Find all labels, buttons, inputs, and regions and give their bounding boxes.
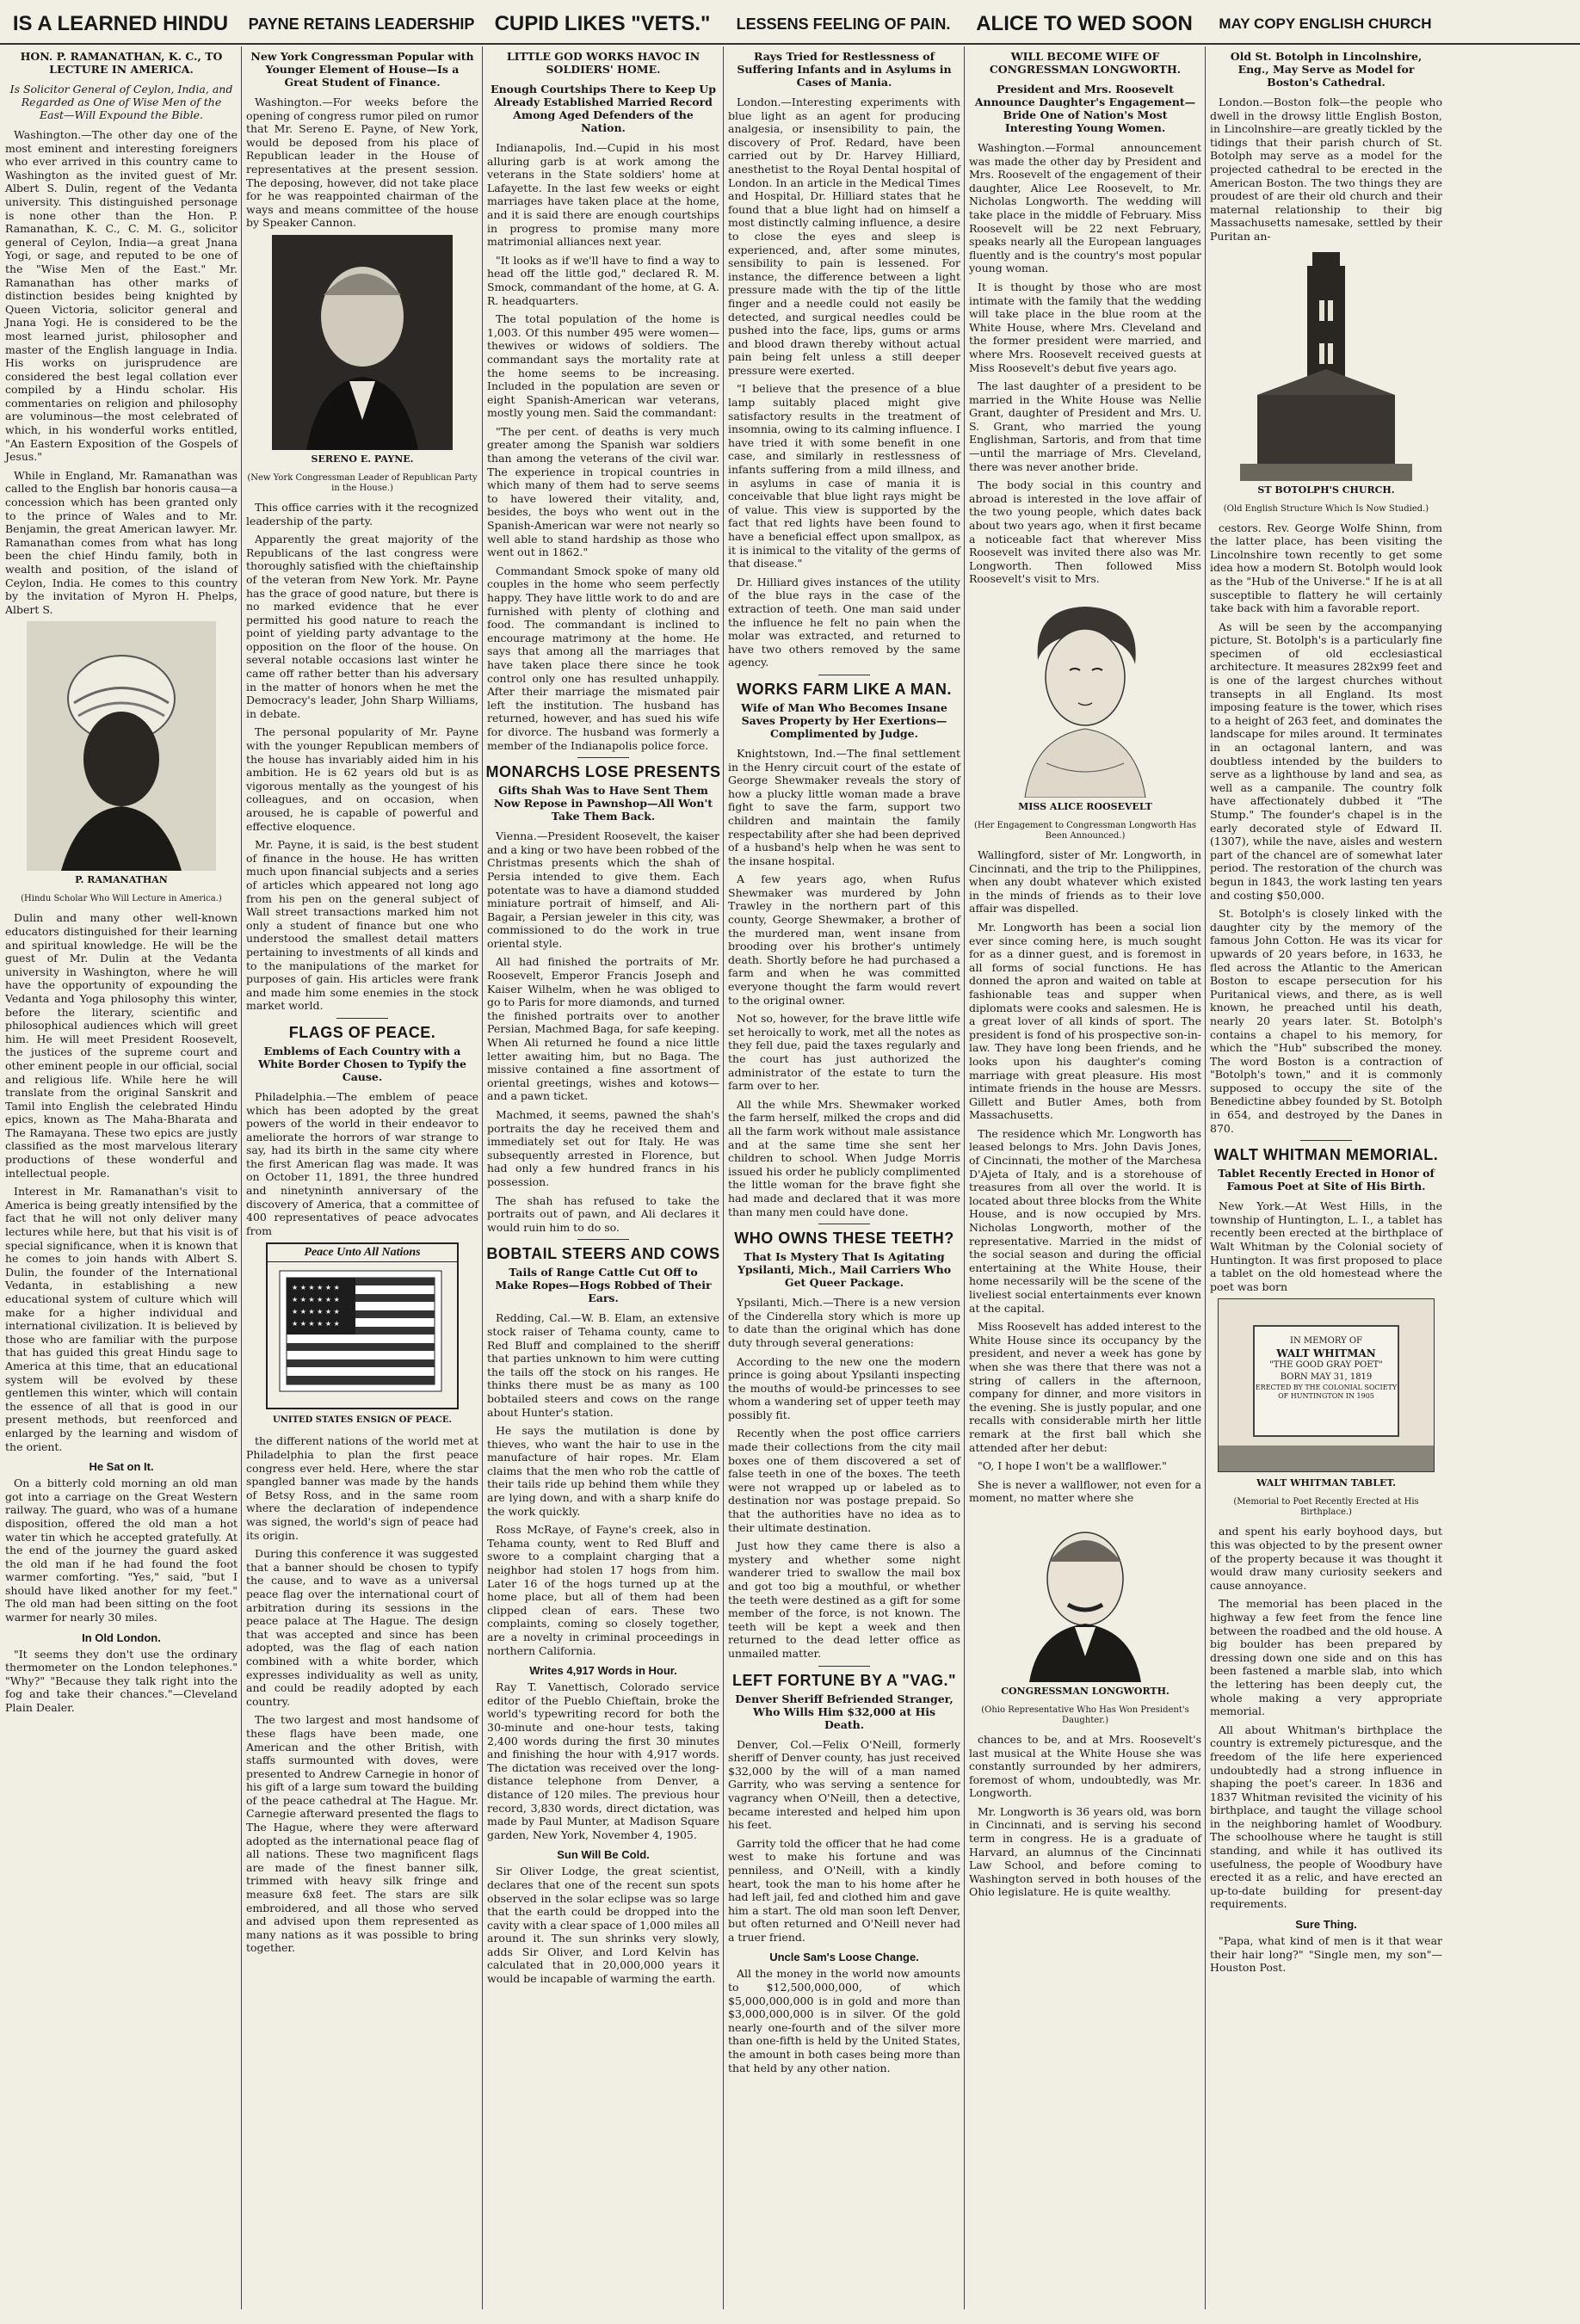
article-paragraph: New York.—At West Hills, in the township of Huntington, L. I., a tablet has recently been erected at the birthplace of Walt Whitman by the Colonial society of Huntington. It was first proposed to place a tablet on the old homestead where the poet was born	[1210, 1199, 1442, 1293]
deck-payne: New York Congressman Popular with Younger Element of House—Is a Great Student of Finance.	[250, 50, 474, 89]
article-paragraph: Dulin and many other well-known educators distinguished for their learning and spiritual knowledge. He will be the guest of Mr. Dulin at the Vedanta university in Washington, where he will have the opportunity of expounding the Vedanta and Yoga philosophy this winter, before the literary, scientific and philosophical audiences which will greet him. He will meet President Roosevelt, the justices of the supreme court and other eminent people in our official, social and religious life. While here he will translate from the original Sanskrit and Tamil into English the celebrated Hindu epics, known as The Maha-Bharata and The Ramayana. These two epics are justly classified as the most marvelous literary productions of these wonderful and intellectual people.	[5, 911, 238, 1180]
subhead-sat-on-it: He Sat on It.	[89, 1460, 154, 1474]
deck-monarchs: Gifts Shah Was to Have Sent Them Now Repose in Pawnshop—All Won't Take Them Back.	[493, 784, 713, 823]
article-paragraph: Ypsilanti, Mich.—There is a new version of the Cinderella story which is more up to date than the original which has done duty through several generations:	[728, 1296, 960, 1349]
article-paragraph: The memorial has been placed in the highway a few feet from the fence line between the roadbed and the old house. A big boulder has been prepared by dressing down one side and on this has been fastened a marble slab, into which the lettering has been deeply cut, the whole making a very appropriate memorial.	[1210, 1597, 1442, 1718]
caption2-church: (Old English Structure Which Is Now Studied.)	[1223, 503, 1429, 514]
deck-whitman: Tablet Recently Erected in Honor of Famous Poet at Site of His Birth.	[1218, 1167, 1435, 1193]
tablet-plaque	[1253, 1325, 1399, 1437]
deck2-hindu: Is Solicitor General of Ceylon, India, and Regarded as One of Wise Men of the East—Will Expound the Bible.	[9, 83, 233, 121]
caption-tablet: WALT WHITMAN TABLET.	[1256, 1477, 1396, 1489]
article-paragraph: Denver, Col.—Felix O'Neill, formerly sheriff of Denver county, has just received $32,000 by the will of a man named Garrity, who was serving a sentence for vagrancy when O'Neill, then a detective, became interested and helped him upon his feet.	[728, 1737, 960, 1832]
subhead-loose-change: Uncle Sam's Loose Change.	[769, 1951, 919, 1964]
article-paragraph: All the while Mrs. Shewmaker worked the farm herself, milked the crops and did all the farm work without male assistance and at the same time she sent her children to school. When Judge Morris issued his order he publicly complimented the little woman for the brave fight she had made and declared that it was more than many men could have done.	[728, 1097, 960, 1218]
headline-pain: LESSENS FEELING OF PAIN.	[736, 15, 951, 33]
article-paragraph: and spent his early boyhood days, but this was objected to by the present owner of the property because it was thought it would draw many curiosity seekers and cause annoyance.	[1210, 1525, 1442, 1592]
masthead-rule	[0, 43, 1580, 45]
article-paragraph: "Papa, what kind of men is it that wear their hair long?" "Single men, my son"—Houston Post.	[1210, 1934, 1442, 1975]
column-2	[244, 46, 480, 2309]
caption-flag: UNITED STATES ENSIGN OF PEACE.	[273, 1415, 452, 1426]
tablet-line: "THE GOOD GRAY POET"	[1269, 1360, 1383, 1371]
headline-alice: ALICE TO WED SOON	[976, 12, 1193, 35]
article-paragraph: Mr. Payne, it is said, is the best student of finance in the house. He has written much upon financial subjects and a series of articles which appeared not long ago from his pen on the general subject of Wall street transactions marked him not only a student of finance but one who understood the smallest detail matters pertaining to investments of all kinds and to the manipulations of the market for purposes of gain. His articles were frank and made him some enemies in the stock market world.	[246, 838, 478, 1013]
article-paragraph: Wallingford, sister of Mr. Longworth, in Cincinnati, and the trip to the Philippines, when any doubt whatever which existed in the minds of friends as to their love affair was dispelled.	[969, 848, 1201, 915]
article-paragraph: Washington.—The other day one of the most eminent and interesting foreigners who ever arrived in this country came to Washington as the invited guest of Mr. Albert S. Dulin, regent of the Vedanta university. This distinguished personage is none other than the Hon. P. Ramanathan, K. C., C. M. G., solicitor general of Ceylon, India—a great Jnana Yogi, or sage, and reputed to be one of the "Wise Men of the East." Mr. Ramanathan has other marks of distinction besides being knighted by Queen Victoria, solicitor general and Jnana Yogi. He is considered to be the most learned jurist, philosopher and master of the English language in India. His works on jurisprudence are considered the best legal collation ever compiled by a Hindu scholar. His commentaries on religion and philosophy are voluminous—the most celebrated of which, in his wonderful works entitled, "An Eastern Exposition of the Gospels of Jesus."	[5, 128, 238, 464]
caption2-ramanathan: (Hindu Scholar Who Will Lecture in America.)	[21, 894, 222, 904]
article-paragraph: Ross McRaye, of Fayne's creek, also in Tehama county, went to Red Bluff and swore to a complaint charging that a neighbor had stolen 17 hogs from him. Later 16 of the hogs turned up at the home place, but all of them had been clipped clean of ears. These two complaints, coming so closely together, are a novelty in criminal proceedings in northern California.	[487, 1523, 719, 1657]
caption2-alice: (Her Engagement to Congressman Longworth Has Been Announced.)	[973, 821, 1197, 841]
article-paragraph: Miss Roosevelt has added interest to the White House since its occupancy by the president, and never a week has gone by when she was there that there was not a string of callers in the afternoon, company for dinner, and more visitors in the evening. She is justly popular, and one recalls with considerable mirth her little remark at the first ball which she attended after her debut:	[969, 1320, 1201, 1454]
peace-flag-illustration	[266, 1242, 459, 1409]
tablet-line: BORN MAY 31, 1819	[1280, 1372, 1373, 1383]
caption2-payne: (New York Congressman Leader of Republican Party in the House.)	[247, 472, 478, 493]
column-5	[967, 46, 1203, 2309]
headline-fortune: LEFT FORTUNE BY A "VAG."	[731, 1671, 957, 1689]
svg-text:★ ★ ★ ★ ★ ★: ★ ★ ★ ★ ★ ★	[292, 1320, 340, 1328]
portrait-payne-image	[272, 235, 453, 450]
column-rule	[1205, 46, 1206, 2309]
article-paragraph: The total population of the home is 1,003. Of this number 495 were women—thewives or widows of soldiers. The commandant says the mortality rate at the home seems to be increasing. Included in the population are seven or eight Spanish-American war veterans, mostly young men. Said the commandant:	[487, 312, 719, 420]
article-paragraph: "The per cent. of deaths is very much greater among the Spanish war soldiers than among the veterans of the civil war. The experience in tropical countries in which many of them had to serve seems to have lowered their vitality, and, besides, the boys who went out in the Spanish-American war were not nearly so well able to stand hardship as those who went out in 1862."	[487, 424, 719, 559]
whitman-tablet-illustration	[1218, 1298, 1435, 1472]
subhead-sun-cold: Sun Will Be Cold.	[557, 1848, 650, 1862]
tablet-line: IN MEMORY OF	[1290, 1336, 1362, 1347]
article-paragraph: Dr. Hilliard gives instances of the utility of the blue rays in the case of the extraction of teeth. One man said under the influence he felt no pain when the molar was extracted, and returned to have two others removed by the same agency.	[728, 575, 960, 669]
article-paragraph: cestors. Rev. George Wolfe Shinn, from the latter place, has been visiting the Lincolnshire town recently to get some idea how a modern St. Botolph would look as the "Hub of the Universe." If he is at all susceptible to flattery he will certainly take back with him a favorable report.	[1210, 521, 1442, 615]
deck-pain: Rays Tried for Restlessness of Suffering Infants and in Asylums in Cases of Mania.	[737, 50, 952, 89]
article-paragraph: Just how they came there is also a mystery and whether some night wanderer tried to swallow the mail box and got too big a mouthful, or whether the teeth were destined as a gift for some member of the force, is not known. The teeth will be kept a week and then returned to the dead letter office as unmailed matter.	[728, 1539, 960, 1660]
headline-english-church: MAY COPY ENGLISH CHURCH	[1219, 15, 1432, 32]
article-paragraph: He says the mutilation is done by thieves, who want the hair to use in the manufacture of hair ropes. Mr. Elam claims that the men who rob the cattle of their tails ride up behind them while they are lying down, and with a sharp knife do the work quickly.	[487, 1424, 719, 1518]
tablet-line: WALT WHITMAN	[1276, 1347, 1376, 1360]
caption-ramanathan: P. RAMANATHAN	[75, 874, 168, 886]
church-illustration-image	[1240, 249, 1412, 481]
portrait-alice-roosevelt-image	[999, 591, 1171, 798]
deck2-alice: President and Mrs. Roosevelt Announce Daughter's Engagement—Bride One of Nation's Most Interesting Young Women.	[974, 83, 1196, 134]
article-paragraph: All had finished the portraits of Mr. Roosevelt, Emperor Francis Joseph and Kaiser Wilhelm, when he was obliged to go to Paris for more diamonds, and turned the finished portraits over to another Persian, Machmed Baga, for safe keeping. When Ali returned he found a nice little letter awaiting him, but no Baga. The missive contained a fine assortment of oriental greetings, wishes and kotows—and a pawn ticket.	[487, 955, 719, 1103]
deck-fortune: Denver Sheriff Befriended Stranger, Who Wills Him $32,000 at His Death.	[735, 1692, 954, 1731]
article-paragraph: chances to be, and at Mrs. Roosevelt's last musical at the White House she was constantly surrounded by her admirers, foremost of whom, undoubtedly, was Mr. Longworth.	[969, 1732, 1201, 1800]
caption-church: ST BOTOLPH'S CHURCH.	[1257, 484, 1395, 496]
deck-church: Old St. Botolph in Lincolnshire, Eng., May Serve as Model for Boston's Cathedral.	[1230, 50, 1423, 89]
deck-bobtail: Tails of Range Cattle Cut Off to Make Ropes—Hogs Robbed of Their Ears.	[495, 1266, 712, 1305]
svg-text:★ ★ ★ ★ ★ ★: ★ ★ ★ ★ ★ ★	[292, 1284, 340, 1292]
headline-flags-of-peace: FLAGS OF PEACE.	[288, 1023, 436, 1041]
caption2-longworth: (Ohio Representative Who Has Won President's Daughter.)	[981, 1704, 1189, 1725]
headline-monarchs: MONARCHS LOSE PRESENTS	[485, 763, 721, 781]
article-paragraph: According to the new one the modern prince is going about Ypsilanti inspecting the mouths of would-be princesses to see whom a wandering set of upper teeth may possibly fit.	[728, 1354, 960, 1421]
caption-longworth: CONGRESSMAN LONGWORTH.	[1001, 1685, 1170, 1697]
article-paragraph: London.—Boston folk—the people who dwell in the drowsy little English Boston, in Lincolnshire—are greatly tickled by the tidings that their parish church of St. Botolph may serve as a model for the projected cathedral to be erected in the American Boston. The two things they are proudest of are their old church and their maternal relationship to their big Massachusetts namesake, settled by their Puritan an-	[1210, 96, 1442, 243]
article-paragraph: Machmed, it seems, pawned the shah's portraits the day he received them and immediately set out for Italy. He was subsequently arrested in Florence, but had only a few hundred francs in his possession.	[487, 1108, 719, 1188]
subhead-writes: Writes 4,917 Words in Hour.	[529, 1664, 677, 1678]
grass-base	[1219, 1446, 1434, 1471]
article-paragraph: "It seems they don't use the ordinary thermometer on the London telephones." "Why?" "Because they talk right into the fog and take their chances."—Cleveland Plain Dealer.	[5, 1647, 238, 1715]
section-divider	[577, 1239, 629, 1240]
article-paragraph: Washington.—Formal announcement was made the other day by President and Mrs. Roosevelt of the engagement of their daughter, Alice Lee Roosevelt, to Mr. Nicholas Longworth. The wedding will take place in the middle of February. Miss Roosevelt will be 22 next February, speaks nearly all the European languages fluently and is the country's most popular young woman.	[969, 141, 1201, 275]
article-paragraph: All about Whitman's birthplace the country is extremely picturesque, and the freedom of the life here experienced undoubtedly had a strong influence in shaping the poet's career. In 1836 and 1837 Whitman revisited the vicinity of his birthplace, and taught the village school in the neighboring hamlet of Woodbury. The schoolhouse where he taught is still standing, and while it has outlived its usefulness, the people of Woodbury have erected it as a relic, and have erected an up-to-date building for present-day requirements.	[1210, 1723, 1442, 1911]
deck-farm: Wife of Man Who Becomes Insane Saves Property by Her Exertions—Complimented by Judge.	[741, 700, 947, 740]
us-flag-icon	[268, 1262, 454, 1403]
article-paragraph: The two largest and most handsome of these flags have been made, one American and the other British, with staffs surmounted with doves, were presented to Andrew Carnegie in honor of his gift of a large sum toward the building of the peace cathedral at The Hague. Mr. Carnegie afterward presented the flags to The Hague, where they were afterward adopted as the international peace flag of all nations. These two magnificent flags are made of the finest banner silk, trimmed with heavy silk fringe and measure 6x8 feet. The stars are silk embroidered, and all those who served and advised upon them represented as many nations as it was possible to bring together.	[246, 1713, 478, 1955]
article-paragraph: The shah has refused to take the portraits out of pawn, and Ali declares it would ruin him to do so.	[487, 1193, 719, 1234]
deck2-cupid: Enough Courtships There to Keep Up Already Established Married Record Among Aged Defenders of the Nation.	[491, 83, 716, 134]
caption-payne: SERENO E. PAYNE.	[311, 453, 414, 465]
headline-teeth: WHO OWNS THESE TEETH?	[734, 1230, 954, 1248]
tablet-line: ERECTED BY THE COLONIAL SOCIETY OF HUNTINGTON IN 1905	[1255, 1384, 1398, 1401]
article-paragraph: Interest in Mr. Ramanathan's visit to America is being greatly intensified by the fact that he will not only deliver many lectures while here, but that his visit is of special significance, when it is known that he comes to join hands with Albert S. Dulin, the founder of the International Vedanta, in establishing a new educational system of culture which will make for a higher individual and international civilization. It is believed by those who are familiar with the purpose that has guided this great Hindu sage to America at this time, that an educational system will be evolved by these gentlemen this winter, which will contain the essence of all that is good in our present methods, but reenforced and enlarged by the learning and wisdom of the orient.	[5, 1185, 238, 1453]
article-paragraph: Ray T. Vanettisch, Colorado service editor of the Pueblo Chieftain, broke the world's typewriting record for both the 30-minute and one-hour tests, taking 2,400 words during the first 30 minutes and finishing the hour with 4,917 words. The dictation was received over the long-distance telephone from Denver, a distance of 120 miles. The previous hour record, 3,830 words, direct dictation, was made by Paul Munter, at Madison Square garden, New York, November 4, 1905.	[487, 1680, 719, 1841]
deck-alice: WILL BECOME WIFE OF CONGRESSMAN LONGWORTH.	[989, 50, 1182, 76]
svg-text:★ ★ ★ ★ ★ ★: ★ ★ ★ ★ ★ ★	[292, 1296, 340, 1304]
headline-whitman: WALT WHITMAN MEMORIAL.	[1213, 1146, 1439, 1164]
section-divider	[577, 757, 629, 758]
headline-farm: WORKS FARM LIKE A MAN.	[737, 680, 952, 698]
article-paragraph: Redding, Cal.—W. B. Elam, an extensive stock raiser of Tehama county, came to Red Bluff and complained to the sheriff that parties unknown to him were cutting the tails off the stock on his ranges. He thinks there must be as many as 100 bobtailed steers and cows on the range about Hunter's station.	[487, 1311, 719, 1419]
caption2-tablet: (Memorial to Poet Recently Erected at His Birthplace.)	[1233, 1497, 1419, 1518]
article-paragraph: Washington.—For weeks before the opening of congress rumor piled on rumor that Mr. Sereno E. Payne, of New York, would be deposed from his place of Republican leader in the House of representatives at the present session. The deposing, however, did not take place for he was reappointed chairman of the ways and means committee of the house by Speaker Cannon.	[246, 96, 478, 230]
headline-payne: PAYNE RETAINS LEADERSHIP	[248, 15, 475, 33]
article-paragraph: Recently when the post office carriers made their collections from the city mail boxes one of them discovered a set of false teeth in one of the boxes. The teeth were not wrapped up or labeled as to destination nor was postage prepaid. So that the authorities have no idea as to their ultimate destination.	[728, 1427, 960, 1534]
article-paragraph: Sir Oliver Lodge, the great scientist, declares that one of the recent sun spots observed in the solar eclipse was so large that the earth could be dropped into the cavity with a clear space of 1,000 miles all around it. The sun shrinks very slowly, adds Sir Oliver, and Lord Kelvin has calculated that in 20,000,000 years it would be incapable of warming the earth.	[487, 1865, 719, 1986]
article-paragraph: The body social in this country and abroad is interested in the love affair of the two young people, which dates back about two years ago, when it first became a noticeable fact that wherever Miss Roosevelt was invited there also was Mr. Longworth. Then followed Miss Roosevelt's visit to Mrs.	[969, 478, 1201, 586]
column-rule	[723, 46, 724, 2309]
article-paragraph: the different nations of the world met at Philadelphia to plan the first peace congress ever held. Here, where the star spangled banner was made by the hands of Betsy Ross, and in the same room where the declaration of independence was signed, the world's sign of peace had its origin.	[246, 1434, 478, 1542]
deck-teeth: That Is Mystery That Is Agitating Ypsilanti, Mich., Mail Carriers Who Get Queer Package.	[737, 1250, 952, 1290]
article-paragraph: The last daughter of a president to be married in the White House was Nellie Grant, daughter of President and Mrs. U. S. Grant, who married the young Englishman, Sartoris, and from that time—until the marriage of Mrs. Cleveland, there was never another bride.	[969, 379, 1201, 473]
article-paragraph: Philadelphia.—The emblem of peace which has been adopted by the great powers of the world in their endeavor to ameliorate the horrors of war strange to say, had its birth in the same city where the first American flag was made. It was on October 11, 1891, the three hundred and ninetyninth anniversary of the discovery of America, that a committee of 400 representatives of peace advocates from	[246, 1089, 478, 1237]
section-divider	[1300, 1140, 1352, 1141]
article-paragraph: As will be seen by the accompanying picture, St. Botolph's is a particularly fine specimen of old ecclesiastical architecture. It measures 282x99 feet and is one of the largest churches without transepts in all England. Its most imposing feature is the tower, which rises to a height of 263 feet, and dominates the landscape for miles around. It terminates in an octagonal lantern, and was doubtless intended by the builders to serve as a lighthouse by land and sea, as well as a campanile. The country folk have affectionately dubbed it "The Stump." The founder's chapel is in the early decorated style of Edward II. (1307), while the nave, aisles and western part of the chancel are of somewhat later period. The restoration of the church was begun in 1843, the work lasting ten years and costing $50,000.	[1210, 620, 1442, 902]
article-paragraph: "I believe that the presence of a blue lamp suitably placed might give satisfactory results in the treatment of insomnia, owing to its calming influence. I have tried it with some benefit in one case, and similarly in restlessness of infants suffering from a mild illness, and in asylums in case of mania it is conceivable that blue light rays might be of value. This view is supported by the fact that red lights have been found to have a beneficial effect upon smallpox, as it is inimical to the vitality of the germs of that disease."	[728, 382, 960, 570]
article-paragraph: Vienna.—President Roosevelt, the kaiser and a king or two have been robbed of the Christmas presents which the shah of Persia intended to give them. Each potentate was to have a diamond studded miniature portrait of himself, and Ali-Bagair, a Persian jeweler in this city, was commissioned to do the work in true oriental style.	[487, 829, 719, 950]
column-rule	[241, 46, 242, 2309]
column-rule	[964, 46, 965, 2309]
headline-learned-hindu: IS A LEARNED HINDU	[12, 12, 229, 35]
article-paragraph: Knightstown, Ind.—The final settlement in the Henry circuit court of the estate of George Shewmaker reveals the story of how a plucky little woman made a brave fight to save the farm, support two children and maintain the family respectability after she had been deprived of a husband's help when he was sent to the insane hospital.	[728, 746, 960, 867]
section-divider	[336, 1018, 388, 1019]
deck-flags: Emblems of Each Country with a White Border Chosen to Typify the Cause.	[258, 1044, 466, 1083]
article-paragraph: Garrity told the officer that he had come west to make his fortune and was penniless, and O'Neill, with a kindly heart, took the man to his home after he had left jail, fed and clothed him and gave him a start. The old man soon left Denver, but often returned and O'Neill never had a truer friend.	[728, 1836, 960, 1944]
subhead-old-london: In Old London.	[82, 1630, 161, 1644]
portrait-ramanathan-image	[27, 621, 216, 871]
flag-banner-text: Peace Unto All Nations	[268, 1244, 457, 1262]
column-rule	[482, 46, 483, 2309]
article-paragraph: Commandant Smock spoke of many old couples in the home who seem perfectly happy. They have little work to do and are furnished with plenty of clothing and food. The commandant is inclined to encourage matrimony at the home. He says that among all the marriages that have taken place there since he took control only one has resulted unhappily. After their marriage the mismated pair left the institution. The husband has returned, however, and has sued his wife for divorce. The husband was formerly a member of the Indianapolis police force.	[487, 564, 719, 752]
article-paragraph: Apparently the great majority of the Republicans of the last congress were thoroughly satisfied with the chieftainship of the veteran from New York. Mr. Payne has the grace of good nature, but there is no marked evidence that he ever permitted his good nature to reach the point of yielding party advantage to the opposition on the floor of the house. On several notable occasions last winter he came off rather better than his adversary in the matter of honors when he met the Democracy's leader, John Sharp Williams, in debate.	[246, 533, 478, 720]
caption-alice: MISS ALICE ROOSEVELT	[1018, 801, 1152, 812]
article-paragraph: Not so, however, for the brave little wife set heroically to work, met all the notes as they fell due, paid the taxes regularly and the court has just authorized the administrator of the estate to turn the farm over to her.	[728, 1012, 960, 1093]
article-paragraph: The personal popularity of Mr. Payne with the younger Republican members of the house has invariably aided him in his ambition. He is 62 years old but is as vigorous mentally as the youngest of his colleagues, and on occasion, when aroused, he is capable of powerful and effective eloquence.	[246, 725, 478, 833]
column-4	[726, 46, 962, 2309]
article-paragraph: She is never a wallflower, not even for a moment, no matter where she	[969, 1477, 1201, 1505]
article-paragraph: "O, I hope I won't be a wallflower."	[978, 1459, 1167, 1473]
article-paragraph: The residence which Mr. Longworth has leased belongs to Mrs. John Davis Jones, of Cincinnati, the mother of the Marchesa D'Ajeta of Italy, and is a storehouse of treasures from all over the world. It is located about three blocks from the White House, and is now occupied by Mrs. Nicholas Longworth, mother of the representative. Married in the midst of the social season and during the official entertaining at the White House, their home necessarily will be the scene of the liveliest social entertainments ever known at the capital.	[969, 1126, 1201, 1315]
section-divider	[818, 1666, 870, 1667]
article-paragraph: London.—Interesting experiments with blue light as an agent for producing analgesia, or insensibility to pain, the discovery of Prof. Redard, have been carried out by Dr. Harvey Hilliard, anesthetist to the Royal Dental hospital of London. In an article in the Medical Times and Hospital, Dr. Hilliard states that he found that a blue light had on himself a most distinctly calming influence, a desire to close the eyes and sleep is experienced, and, after some minutes, sensibility to pain is lessened. For instance, the difference between a light pressure made with the tip of the little finger and a needle could not easily be detected, and surgical needles could be pushed into the face, lips, gums or arms and blood drawn thereby without actual pain being felt unless a still deeper pressure were exerted.	[728, 96, 960, 377]
article-paragraph: All the money in the world now amounts to $12,500,000,000, of which $5,000,000,000 is in gold and more than $3,000,000,000 is in silver. Of the gold nearly one-fourth and of the silver more than one-fifth is held by the United States, the amount in both cases being more than that held by any other nation.	[728, 1967, 960, 2074]
deck-hindu: HON. P. RAMANATHAN, K. C., TO LECTURE IN AMERICA.	[20, 50, 223, 76]
headline-bobtail: BOBTAIL STEERS AND COWS	[486, 1245, 720, 1263]
article-paragraph: While in England, Mr. Ramanathan was called to the English bar honoris causa—a concession which has been granted only to the prince of Wales and to Mr. Benjamin, the great American lawyer. Mr. Ramanathan comes from what has long been the chief Hindu family, both in wealth and position, of the island of Ceylon, India. He comes to this country by the invitation of Myron H. Phelps, Albert S.	[5, 468, 238, 616]
article-paragraph: St. Botolph's is closely linked with the daughter city by the memory of the famous John Cotton. He was its vicar for upwards of 20 years before, in 1633, he fled across the Atlantic to the American Boston to escape persecution for his Puritanical views, and there, as is well known, he preached until his death, nearly 20 years later. St. Botolph's contains a chapel to his memory, for which the "Hub" subscribed the money. The word Boston is a contraction of "Botolph's town," and it is commonly supposed to occupy the site of the Benedictine abbey founded by St. Botolph in 654, and destroyed by the Danes in 870.	[1210, 907, 1442, 1135]
article-paragraph: On a bitterly cold morning an old man got into a carriage on the Great Western railway. The guard, who was of a humane disposition, offered the old man a hot water tin which he accepted gratefully. At the end of the journey the guard asked the old man if he had found the foot warmer comforting. "Yes," said, "but I should have liked another for my feet." The old man had been sitting on the foot warmer for nearly 30 miles.	[5, 1476, 238, 1624]
article-paragraph: Indianapolis, Ind.—Cupid in his most alluring garb is at work among the veterans in the State soldiers' home at Lafayette. In the last few weeks or eight marriages have taken place at the home, and it is said there are enough courtships in progress to promise many more matrimonial alliances next year.	[487, 141, 719, 249]
portrait-longworth-image	[1008, 1510, 1163, 1682]
article-paragraph: Mr. Longworth is 36 years old, was born in Cincinnati, and is serving his second term in congress. He is a graduate of Harvard, an alumnus of the Cincinnati Law School, and before coming to Washington served in both houses of the Ohio legislature. He is quite wealthy.	[969, 1804, 1201, 1899]
subhead-sure-thing: Sure Thing.	[1295, 1918, 1357, 1932]
article-paragraph: A few years ago, when Rufus Shewmaker was murdered by John Trawley in the northern part of this county, George Shewmaker, a brother of the murdered man, went insane from brooding over his brother's untimely death. Shortly before he had purchased a farm and when he was committed everyone thought the farm would revert to the original owner.	[728, 872, 960, 1007]
column-3	[485, 46, 721, 2309]
article-paragraph: During this conference it was suggested that a banner should be chosen to typify the cause, and to wave as a universal peace flag over the international court of arbitration during its sessions in the peace palace at The Hague. The design that was accepted and since has been adopted, was the flag of each nation combined with a white border, which expresses individuality as well as unity, and could be readily adopted by each country.	[246, 1547, 478, 1708]
article-paragraph: This office carries with it the recognized leadership of the party.	[246, 500, 478, 527]
article-paragraph: It is thought by those who are most intimate with the family that the wedding will take place in the blue room at the White House, where Mrs. Cleveland and the former president were married, and where Mrs. Roosevelt received guests at Miss Roosevelt's debut five years ago.	[969, 280, 1201, 374]
column-1	[3, 46, 239, 2309]
column-6	[1208, 46, 1577, 2309]
article-paragraph: "It looks as if we'll have to find a way to head off the little god," declared R. M. Smock, commandant of the home, at G. A. R. headquarters.	[487, 253, 719, 307]
svg-text:★ ★ ★ ★ ★ ★: ★ ★ ★ ★ ★ ★	[292, 1308, 340, 1316]
headline-cupid: CUPID LIKES "VETS."	[494, 12, 711, 35]
deck-cupid: LITTLE GOD WORKS HAVOC IN SOLDIERS' HOME.	[506, 50, 701, 76]
article-paragraph: Mr. Longworth has been a social lion ever since coming here, is much sought for as a dinner guest, and is foremost in all forms of social functions. He has donned the apron and waited on table at fashionable teas and supper when diplomats were cooks and salesmen. He is a great lover of all kinds of sport. The president is fond of his prospective son-in-law. They have long been friends, and he looks upon his daughter's coming marriage with great pleasure. His most intimate friends in the house are Messrs. Gillett and Butler Ames, both from Massachusetts.	[969, 920, 1201, 1122]
